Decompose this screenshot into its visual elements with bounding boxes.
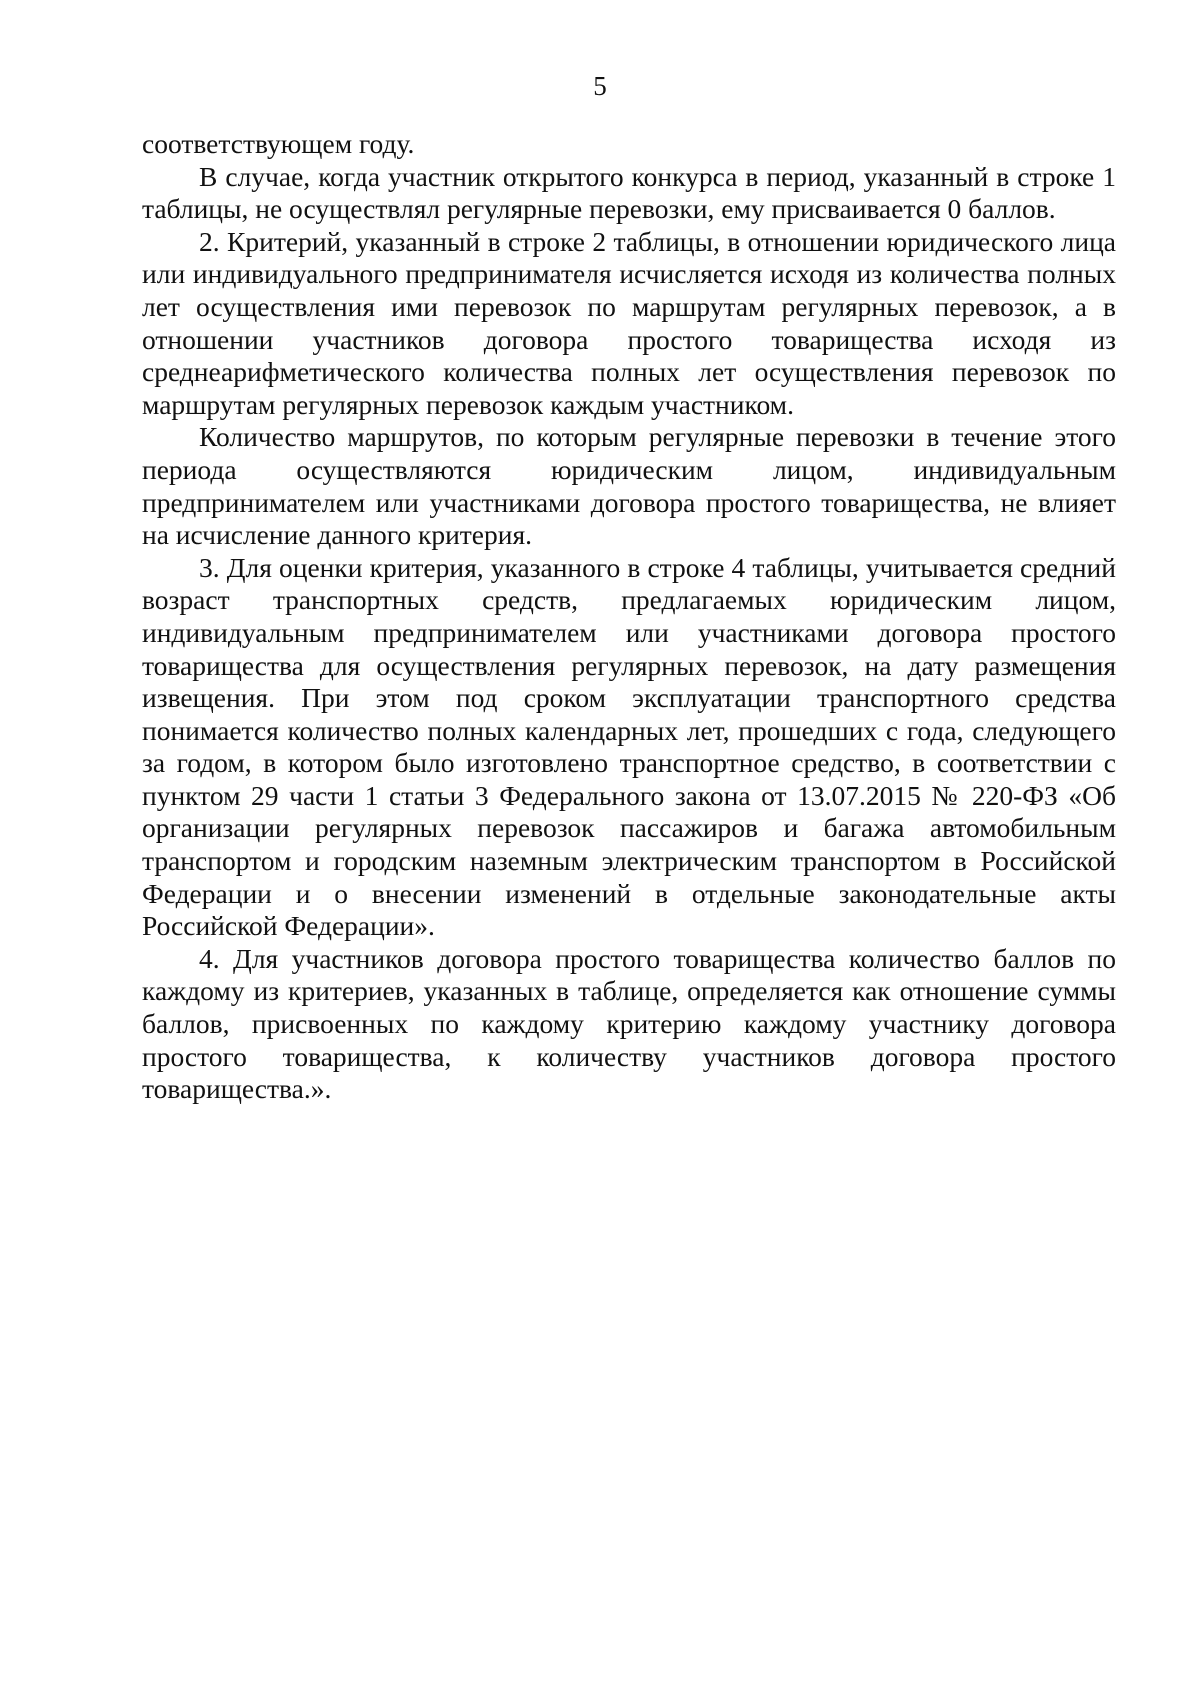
paragraph-routes-count: Количество маршрутов, по которым регулярные перевозки в течение этого периода осуществляются юридическим лицом, индивидуальным предпринимателем или участниками договора простого товарищества, не влияет на исчисление данного критерия.: [142, 421, 1116, 551]
paragraph-criterion-2: 2. Критерий, указанный в строке 2 таблицы, в отношении юридического лица или индивидуального предпринимателя исчисляется исходя из количества полных лет осуществления ими перевозок по маршрутам регулярных перевозок, а в отношении участников договора простого товарищества исходя из среднеарифметического количества полных лет осуществления перевозок по маршрутам регулярных перевозок каждым участником.: [142, 225, 1116, 420]
page-number: 5: [593, 71, 607, 101]
paragraph-criterion-4: 3. Для оценки критерия, указанного в строке 4 таблицы, учитывается средний возраст транспортных средств, предлагаемых юридическим лицом, индивидуальным предпринимателем или участниками договора простого товарищества для осуществления регулярных перевозок, на дату размещения извещения. При этом под сроком эксплуатации транспортного средства понимается количество полных календарных лет, прошедших с года, следующего за годом, в котором было изготовлено транспортное средство, в соответствии с пунктом 29 части 1 статьи 3 Федерального закона от 13.07.2015 № 220-ФЗ «Об организации регулярных перевозок пассажиров и багажа автомобильным транспортом и городским наземным электрическим транспортом в Российской Федерации и о внесении изменений в отдельные законодательные акты Российской Федерации».: [142, 551, 1116, 942]
paragraph-zero-points: В случае, когда участник открытого конкурса в период, указанный в строке 1 таблицы, не осуществлял регулярные перевозки, ему присваивается 0 баллов.: [142, 160, 1116, 225]
document-body: [142, 128, 1116, 1106]
paragraph-continuation: соответствующем году.: [142, 128, 415, 159]
paragraph-partnership-points: 4. Для участников договора простого товарищества количество баллов по каждому из критериев, указанных в таблице, определяется как отношение суммы баллов, присвоенных по каждому критерию каждому участнику договора простого товарищества, к количеству участников договора простого товарищества.».: [142, 942, 1116, 1105]
